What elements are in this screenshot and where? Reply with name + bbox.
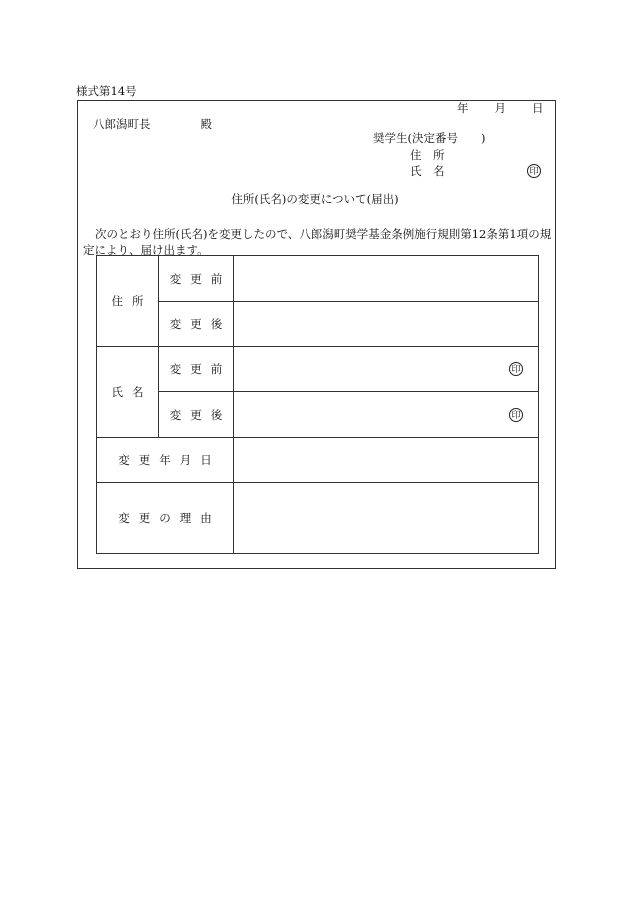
change-date-field[interactable] (234, 438, 539, 483)
addressee-honorific: 殿 (200, 117, 212, 131)
change-date-label: 変更年月日 (97, 438, 234, 483)
name-before-label: 変更前 (159, 347, 234, 392)
form-number: 様式第14号 (76, 84, 137, 98)
addressee (93, 119, 212, 131)
change-date-row (97, 438, 539, 483)
address-after-field[interactable] (234, 302, 539, 347)
body-text (83, 226, 553, 258)
name-after-seal-icon: 印 (509, 408, 523, 422)
name-before-field[interactable] (234, 347, 539, 392)
name-after-row (97, 392, 539, 438)
applicant-name-label: 氏 名 (410, 164, 445, 178)
scholar-number-label: 奨学生(決定番号 ) (373, 131, 486, 145)
change-reason-field[interactable] (234, 483, 539, 554)
change-reason-row (97, 483, 539, 554)
body-paragraph: 次のとおり住所(氏名)を変更したので、八郎潟町奨学基金条例施行規則第12条第1項の規定により、届け出ます。 (83, 227, 552, 257)
day-label: 日 (532, 101, 544, 115)
address-before-field[interactable] (234, 256, 539, 302)
name-header: 氏名 (97, 347, 159, 438)
address-after-row (97, 302, 539, 347)
address-before-row (97, 256, 539, 302)
address-header: 住所 (97, 256, 159, 347)
name-after-field[interactable] (234, 392, 539, 438)
name-before-row (97, 347, 539, 392)
applicant-address-label: 住 所 (410, 148, 445, 162)
name-after-label: 変更後 (159, 392, 234, 438)
change-reason-label: 変更の理由 (97, 483, 234, 554)
address-before-label: 変更前 (159, 256, 234, 302)
address-after-label: 変更後 (159, 302, 234, 347)
month-label: 月 (494, 101, 506, 115)
addressee-name: 八郎潟町長 (93, 117, 151, 131)
year-label: 年 (457, 101, 469, 115)
name-before-seal-icon: 印 (509, 362, 523, 376)
date-line (457, 103, 544, 115)
document-title: 住所(氏名)の変更について(届出) (231, 192, 399, 206)
change-table (96, 255, 539, 554)
applicant-seal-icon: 印 (527, 164, 541, 178)
